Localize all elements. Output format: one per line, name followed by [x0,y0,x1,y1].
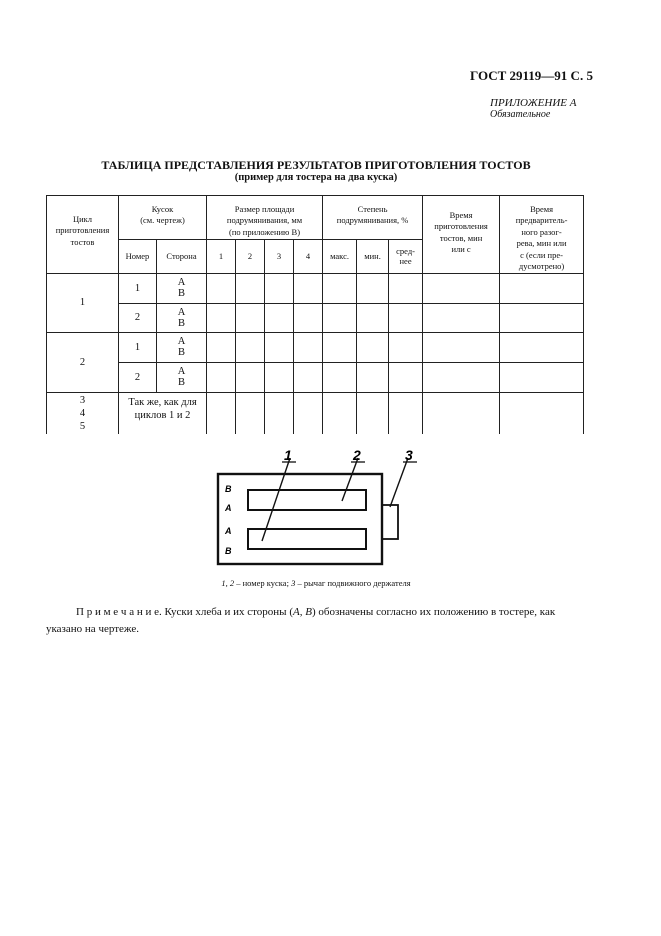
text-run: А, В [292,606,312,618]
header-degree [323,196,423,240]
sub-area-2: 2 [236,239,265,273]
line-text: предваритель- [515,215,568,226]
line-text: Кусок [151,204,174,214]
header-piece [119,196,207,240]
callout-1: 1 [284,447,292,463]
sub-max: макс. [323,239,357,273]
header-cycle [47,196,119,274]
line-text: А [177,277,186,289]
mandatory-label: Обязательное [490,109,551,120]
text-run: Куски хлеба и их стороны ( [161,606,293,618]
line-text: подрумянивания, % [336,215,409,226]
header-preheat [500,196,584,274]
line-text: 5 [79,421,86,433]
line-text: приготовления [434,221,488,232]
line-text: сред- [396,246,415,257]
text-run: ) обозначены согласно их положению в тостере, как указано на чертеже. [46,606,556,636]
piece-number: 2 [119,362,157,392]
line-text: тостов [70,236,95,247]
line-text: (см. чертеж) [140,215,185,226]
piece-number: 1 [119,332,157,362]
piece-sides [157,303,207,332]
sub-area-4: 4 [294,239,323,273]
drawing-caption [0,578,632,588]
line-text: 4 [79,408,86,419]
line-text: тостов, мин [439,232,483,243]
text-run: 3 [291,578,296,588]
line-text: подрумянивания, мм [226,215,303,226]
text-run: – рычаг подвижного держателя [295,578,411,588]
other-cycles [47,392,119,434]
standard-number: ГОСТ 29119—91 С. 5 [470,68,593,83]
sub-area-3: 3 [265,239,294,273]
line-text: А [177,336,186,348]
lever-3 [382,505,398,539]
piece-sides [157,362,207,392]
line-text: (по приложению В) [229,226,301,237]
text-run: П р и м е ч а н и е. [76,606,162,618]
line-text: Время [449,210,473,220]
table-title: ТАБЛИЦА ПРЕДСТАВЛЕНИЯ РЕЗУЛЬТАТОВ ПРИГОТОВЛЕНИЯ ТОСТОВ [101,158,531,172]
sub-number: Номер [119,239,157,273]
appendix-label: ПРИЛОЖЕНИЕ А [490,97,577,109]
sub-min: мин. [357,239,389,273]
piece-sides [157,273,207,303]
side-label: А [225,526,232,536]
slot-piece-2 [248,490,366,510]
line-text: Степень [357,204,388,214]
sub-avg [389,239,423,273]
cycle-label: 2 [47,332,119,392]
toaster-drawing [210,445,430,570]
side-label: В [225,546,232,556]
line-text: рева, мин или [516,238,567,249]
piece-number: 2 [119,303,157,332]
header-time [423,196,500,274]
line-text: В [178,317,186,329]
sub-side: Сторона [157,239,207,273]
line-text: дусмотрено) [518,261,565,272]
line-text: В [178,377,186,389]
piece-sides [157,332,207,362]
results-table [46,195,584,434]
side-label: В [225,484,232,494]
line-text: Цикл [72,214,93,224]
same-as-note: Так же, как для циклов 1 и 2 [119,392,207,434]
line-text: с (если пре- [520,249,563,260]
text-run: – номер куска; [234,578,292,588]
line-text: А [177,306,186,318]
callout-2: 2 [353,447,361,463]
line-text: ного разог- [521,226,562,237]
header-area [207,196,323,240]
text-run: 1, 2 [221,578,235,588]
note-paragraph [46,604,586,638]
cycle-label: 1 [47,273,119,332]
piece-number: 1 [119,273,157,303]
line-text: В [178,288,186,300]
line-text: нее [399,256,412,267]
leader-3 [390,458,408,507]
callout-3: 3 [405,447,413,463]
line-text: А [177,366,186,378]
line-text: или с [451,244,471,255]
table-subtitle: (пример для тостера на два куска) [234,172,398,183]
line-text: Размер площади [234,204,295,214]
line-text: В [178,347,186,359]
sub-area-1: 1 [207,239,236,273]
toaster-body [218,474,382,564]
leader-2 [342,458,358,501]
line-text: Время [530,204,554,214]
line-text: приготовления [55,225,110,236]
line-text: 3 [79,394,86,406]
side-label: А [225,503,232,513]
